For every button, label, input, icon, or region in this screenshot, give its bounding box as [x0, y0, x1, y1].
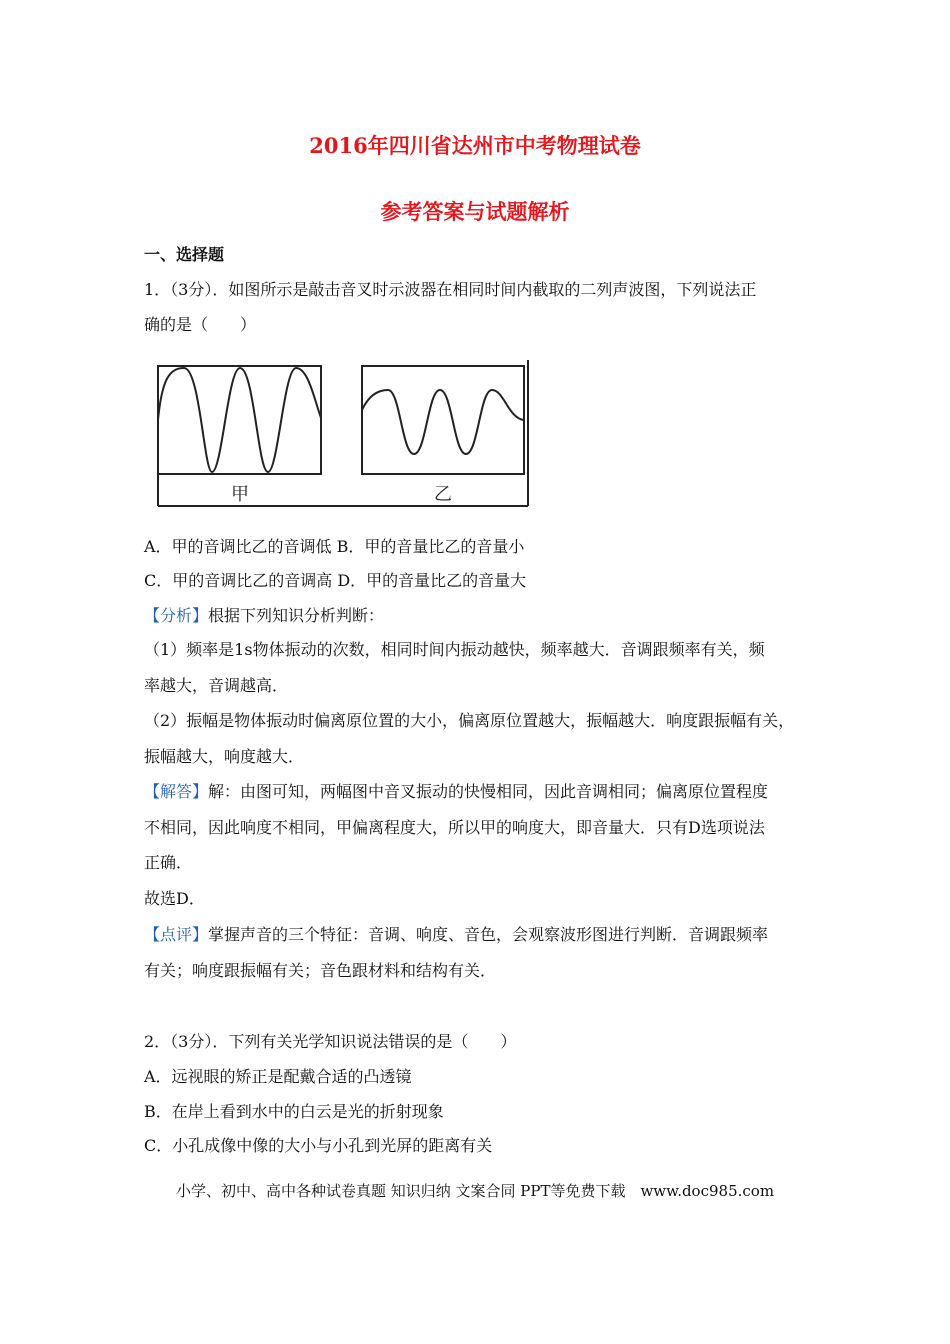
label-yi: 乙	[434, 484, 452, 505]
waveform-figure	[150, 358, 530, 510]
q1-stem-line2: 确的是（ ）	[144, 315, 257, 334]
document-subtitle: 参考答案与试题解析	[380, 199, 570, 224]
q1-stem-line1: 1．（3分）．如图所示是敲击音叉时示波器在相同时间内截取的二列声波图，下列说法正	[144, 280, 757, 299]
section-heading: 一、选择题	[144, 245, 225, 264]
analysis-tag: 【分析】	[144, 606, 209, 625]
label-jia: 甲	[231, 484, 249, 505]
q1-answer	[144, 781, 768, 803]
comment-line1: 掌握声音的三个特征：音调、响度、音色，会观察波形图进行判断．音调跟频率	[208, 925, 769, 944]
q2-stem: 2．（3分）．下列有关光学知识说法错误的是（ ）	[144, 1032, 517, 1051]
q1-analysis-p1a: （1）频率是1s物体振动的次数，相同时间内振动越快，频率越大．音调跟频率有关，频	[144, 640, 765, 659]
analysis-intro: 根据下列知识分析判断：	[208, 606, 385, 625]
q1-analysis-p1b: 率越大，音调越高．	[144, 676, 289, 695]
waveform-jia	[158, 368, 321, 472]
waveform-box-yi	[362, 366, 524, 474]
q1-answer-choice: 故选D．	[144, 889, 205, 908]
answer-tag: 【解答】	[144, 782, 209, 801]
page-footer: 小学、初中、高中各种试卷真题 知识归纳 文案合同 PPT等免费下载 www.doc985.com	[175, 1182, 775, 1200]
q1-options-cd: C．甲的音调比乙的音调高 D．甲的音量比乙的音量大	[144, 571, 527, 590]
waveform-diagram	[150, 358, 530, 510]
q2-option-b: B．在岸上看到水中的白云是光的折射现象	[144, 1102, 444, 1121]
q1-analysis-p2b: 振幅越大，响度越大．	[144, 747, 305, 766]
q1-comment	[144, 924, 768, 946]
waveform-yi	[362, 390, 524, 454]
q1-analysis	[144, 605, 384, 627]
comment-tag: 【点评】	[144, 925, 209, 944]
q1-answer-line2: 不相同，因此响度不相同，甲偏离程度大，所以甲的响度大，即音量大．只有D选项说法	[144, 818, 765, 837]
q2-option-a: A．远视眼的矫正是配戴合适的凸透镜	[144, 1067, 412, 1086]
waveform-box-jia	[158, 366, 321, 474]
q1-options-ab: A．甲的音调比乙的音调低 B．甲的音量比乙的音量小	[144, 537, 525, 556]
q2-option-c: C．小孔成像中像的大小与小孔到光屏的距离有关	[144, 1136, 493, 1155]
document-title: 2016年四川省达州市中考物理试卷	[309, 133, 641, 158]
answer-line1: 解：由图可知，两幅图中音叉振动的快慢相同，因此音调相同；偏离原位置程度	[208, 782, 769, 801]
q1-analysis-p2a: （2）振幅是物体振动时偏离原位置的大小，偏离原位置越大，振幅越大．响度跟振幅有关，	[144, 711, 795, 730]
q1-answer-line3: 正确．	[144, 853, 193, 872]
q1-comment-line2: 有关；响度跟振幅有关；音色跟材料和结构有关．	[144, 961, 497, 980]
